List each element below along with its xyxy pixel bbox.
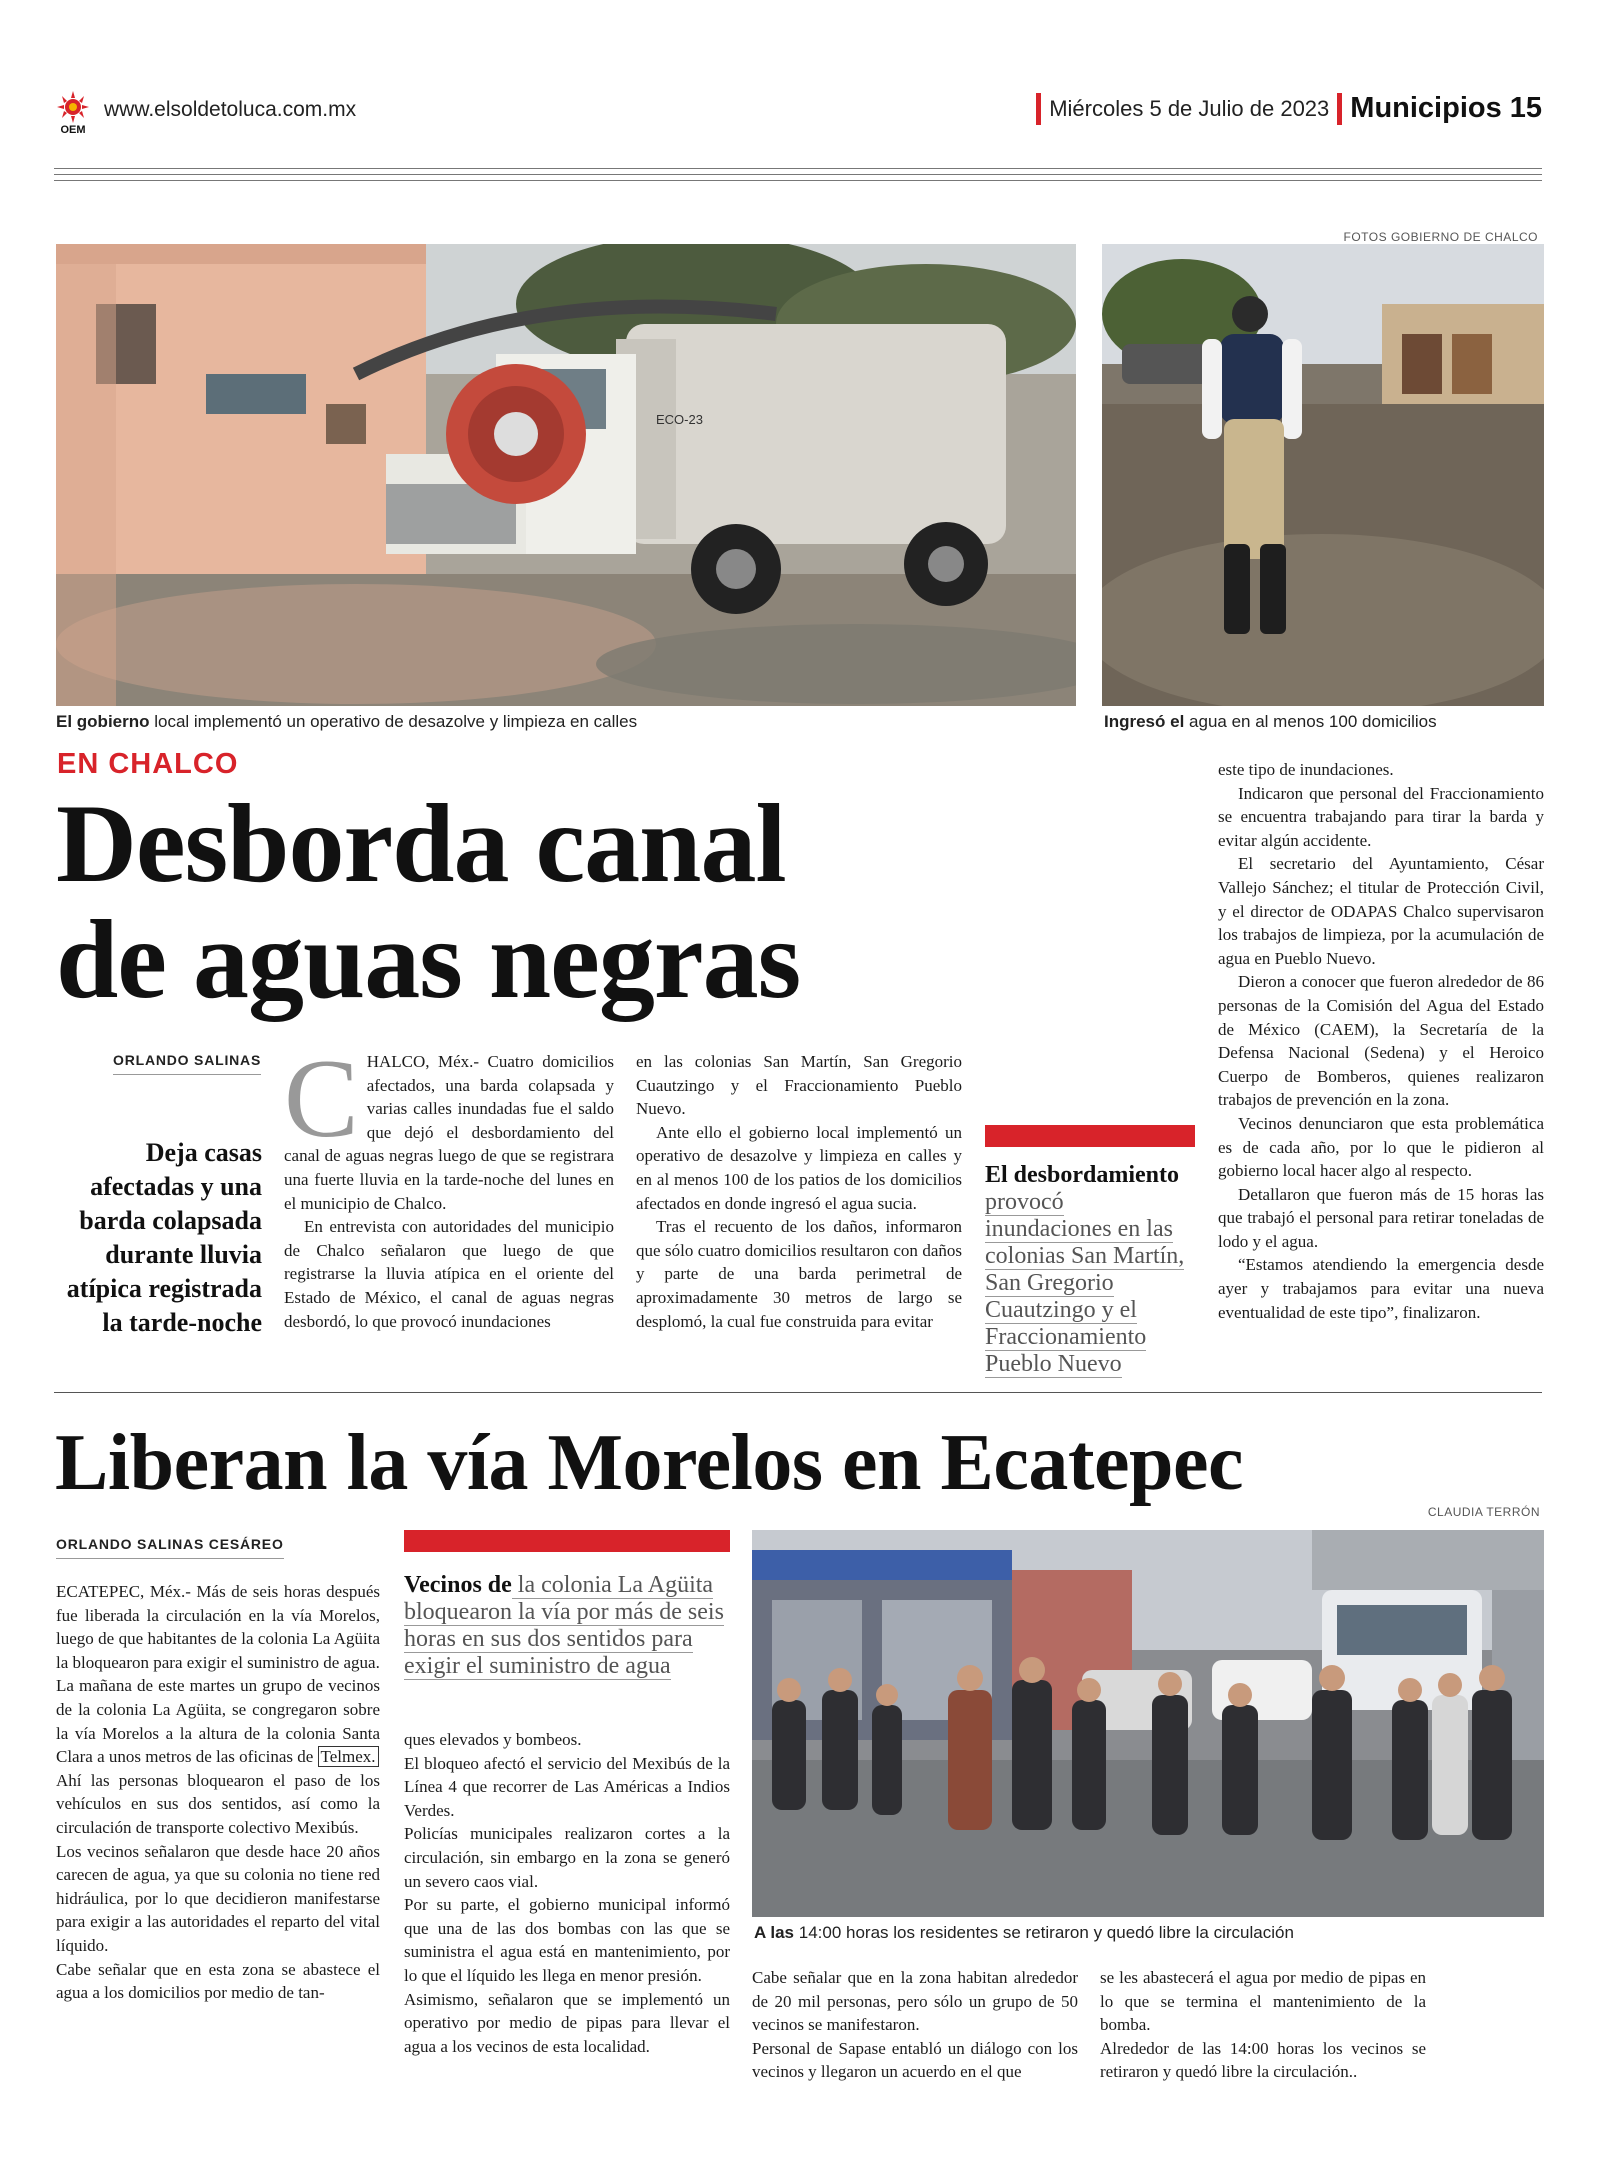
photo-caption-truck: El gobierno local implementó un operativo de desazolve y limpieza en calles [56, 712, 638, 731]
article2-pull-quote: Vecinos de la colonia La Agüita bloquearon la vía por más de seis horas en sus dos sentidos para exigir el suministro de agua [404, 1572, 724, 1679]
photo-credit: FOTOS GOBIERNO DE CHALCO [1343, 230, 1538, 244]
truck-flood-photo [56, 244, 1076, 706]
page-number: 15 [1509, 92, 1542, 124]
article1-deck: Deja casas afectadas y una barda colapsada durante lluvia atípica registrada la tarde-noche [66, 1138, 262, 1337]
article2-headline[interactable]: Liberan la vía Morelos en Ecatepec [55, 1419, 1243, 1507]
article2-column-3: Cabe señalar que en la zona habitan alrededor de 20 mil personas, pero sólo un grupo de 50 vecinos se manifestaron. Personal de Sapase entabló un diálogo con los vecinos y llegaron un acuerdo en el que [752, 1968, 1078, 2082]
header-red-bar [1036, 93, 1041, 125]
article1-kicker: EN CHALCO [57, 748, 239, 780]
photo-caption-walker: Ingresó el agua en al menos 100 domicilios [1104, 712, 1437, 731]
quote-red-bar [985, 1125, 1195, 1147]
telmex-link[interactable]: Telmex. [318, 1746, 379, 1767]
photo-credit: CLAUDIA TERRÓN [1427, 1505, 1540, 1519]
article1-headline[interactable]: Desborda canal de aguas negras [56, 782, 801, 1022]
section-name: Municipios [1350, 92, 1502, 124]
article2-column-1: ECATEPEC, Méx.- Más de seis horas después fue liberada la circulación en la vía Morelos, luego de que habitantes de la colonia La Agüita la bloquearon para exigir el suministro de agua. La mañana de este martes un grupo de vecinos de la colonia La Agüita, se congregaron sobre la vía Morelos a la altura de la colonia Santa Clara a unos metros de las oficinas de Telmex. Ahí las personas bloquearon el paso de los vehículos en sus dos sentidos, así como la circulación de transporte colectivo Mexibús. Los vecinos señalaron que desde hace 20 años carecen de agua, ya que su colonia no tiene red hidráulica, por lo que decidieron manifestarse para exigir a las autoridades el reparto del vital líquido. Cabe señalar que en esta zona se abastece el agua a los domicilios por medio de tan- [56, 1582, 380, 2003]
header-rule [54, 180, 1542, 181]
street-walker-photo [1102, 244, 1544, 706]
issue-date: Miércoles 5 de Julio de 2023 [1049, 95, 1330, 121]
header-rule [54, 168, 1542, 169]
site-url[interactable]: www.elsoldetoluca.com.mx [104, 98, 357, 121]
oem-logo-text: OEM [60, 124, 86, 136]
header-red-bar [1337, 93, 1342, 125]
article1-byline: ORLANDO SALINAS [113, 1052, 261, 1075]
photo-caption-protest: A las 14:00 horas los residentes se retiraron y quedó libre la circulación [754, 1923, 1294, 1942]
article-separator [54, 1392, 1542, 1393]
protest-photo [752, 1530, 1544, 1917]
article2-column-2: ques elevados y bombeos. El bloqueo afectó el servicio del Mexibús de la Línea 4 que recorrer de Las Américas a Indios Verdes. Policías municipales realizaron cortes a la circulación, sin embargo en la zona se generó un severo caos vial. Por su parte, el gobierno municipal informó que una de las dos bombas con las que se suministra el agua está en mantenimiento, por lo que el líquido les llega en menor presión. Asimismo, señalaron que se implementó un operativo por medio de pipas para llevar el agua a los vecinos de esta localidad. [404, 1730, 730, 2056]
dropcap: C [284, 1037, 359, 1161]
article1-column-3: este tipo de inundaciones. Indicaron que personal del Fraccionamiento se encuentra trabajando para tirar la barda y evitar algún accidente. El secretario del Ayuntamiento, César Vallejo Sánchez; el titular de Protección Civil, y el director de ODAPAS Chalco supervisaron los trabajos de limpieza, por la acumulación de agua en Pueblo Nuevo. Dieron a conocer que fueron alrededor de 86 personas de la Comisión del Agua del Estado de México (CAEM), la Secretaría de la Defensa Nacional (Sedena) y el Heroico Cuerpo de Bomberos, quienes realizaron trabajos de prevención en la zona. Vecinos denunciaron que esta problemática es de cada año, por lo que le pidieron al gobierno local hacer algo al respecto. Detallaron que fueron más de 15 horas las que trabajó el personal para retirar toneladas de lodo y el agua. “Estamos atendiendo la emergencia desde ayer y trabajamos para evitar una nueva eventualidad de este tipo”, finalizaron. [1218, 760, 1544, 1322]
article2-byline: ORLANDO SALINAS CESÁREO [56, 1536, 284, 1559]
header-info [1036, 92, 1542, 125]
oem-sun-logo [54, 90, 92, 138]
article2-column-4: se les abastecerá el agua por medio de pipas en lo que se termina el mantenimiento de la bomba. Alrededor de las 14:00 horas los vecinos se retiraron y quedó libre la circulación.. [1100, 1968, 1426, 2082]
article1-column-2: en las colonias San Martín, San Gregorio Cuautzingo y el Fraccionamiento Pueblo Nuevo. Ante ello el gobierno local implementó un operativo de desazolve y limpieza en calles y en al menos 100 de los patios de los domicilios afectados en donde ingresó el agua sucia. Tras el recuento de los daños, informaron que sólo cuatro domicilios resultaron con daños y parte de una barda perimetral de aproximadamente 30 metros de largo se desplomó, la cual fue construida para evitar [636, 1052, 962, 1331]
article1-column-1: C HALCO, Méx.- Cuatro domicilios afectados, una barda colapsada y varias calles inundadas fue el saldo que dejó el desbordamiento del canal de aguas negras luego de que se registrara una fuerte lluvia en la tarde-noche del lunes en el municipio de Chalco. En entrevista con autoridades del municipio de Chalco señalaron que luego de que registrarse la lluvia atípica en el oriente del Estado de México, el canal de aguas negras desbordó, lo que provocó inundaciones [284, 1037, 614, 1331]
header-rule [54, 174, 1542, 175]
svg-text:ECO-23: ECO-23 [656, 412, 703, 427]
article1-pull-quote: El desbordamiento provocó inundaciones en las colonias San Martín, San Gregorio Cuautzingo y el Fraccionamiento Pueblo Nuevo [985, 1162, 1185, 1377]
quote-red-bar [404, 1530, 730, 1552]
